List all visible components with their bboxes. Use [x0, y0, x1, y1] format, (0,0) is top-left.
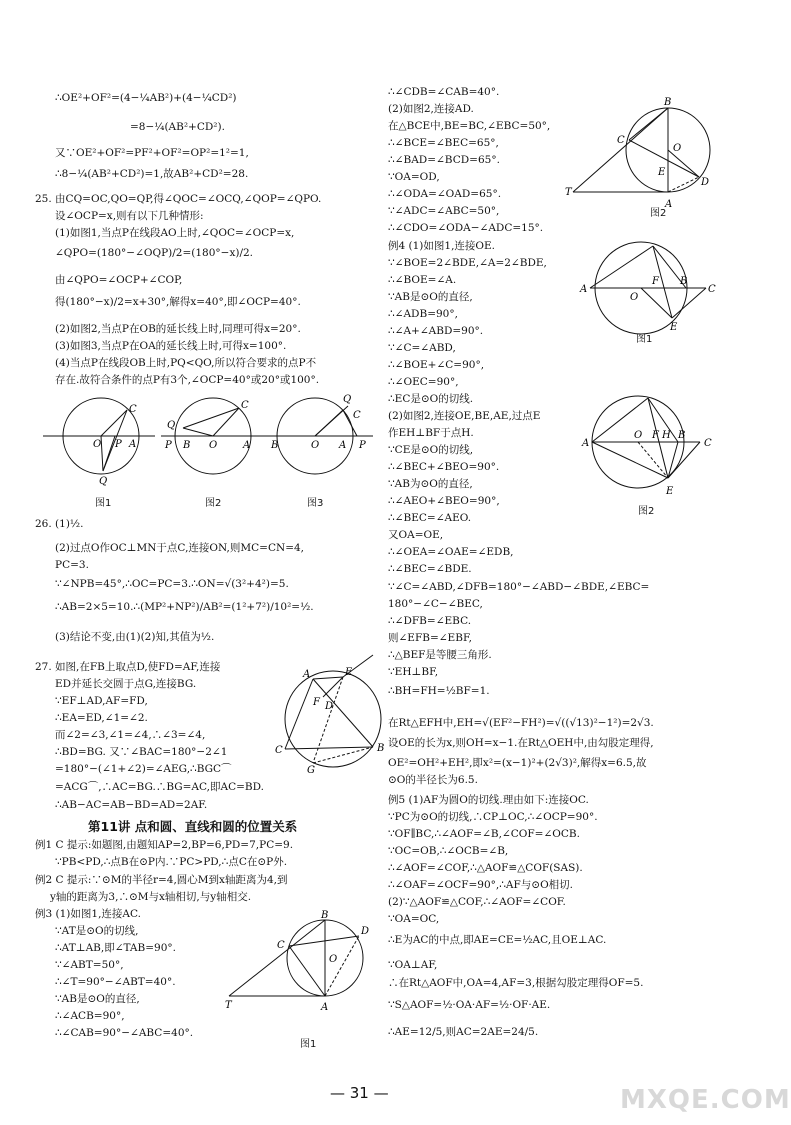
figure-ex3-1: [225, 910, 410, 1030]
svg-text:A: A: [243, 440, 251, 451]
text-line: ∵AB是⊙O的直径,: [388, 291, 473, 303]
svg-text:A: A: [582, 438, 590, 449]
text-line: ∴E为AC的中点,即AE=CE=½AC,且OE⊥AC.: [388, 934, 607, 946]
text-line: ∵∠ADC=∠ABC=50°,: [388, 205, 500, 217]
text-line: 例4 (1)如图1,连接OE.: [388, 240, 496, 252]
svg-text:B: B: [678, 430, 686, 441]
text-line: ∵EF⊥AD,AF=FD,: [55, 695, 148, 707]
svg-text:C: C: [277, 940, 285, 951]
svg-text:O: O: [673, 143, 682, 154]
figure-caption: 图2: [205, 498, 222, 509]
text-line: ∴∠ACB=90°,: [55, 1010, 125, 1022]
text-line: 例5 (1)AF为圆O的切线.理由如下:连接OC.: [388, 794, 589, 806]
svg-text:P: P: [359, 440, 366, 451]
watermark: MXQE.COM: [620, 1085, 791, 1115]
text-line: 180°−∠C−∠BEC,: [388, 598, 483, 610]
svg-text:A: A: [129, 439, 137, 450]
svg-text:A: A: [339, 440, 347, 451]
text-line: ∵OA=OC,: [388, 913, 440, 925]
text-line: ∵AB是⊙O的直径,: [55, 993, 140, 1005]
text-line: 又∵OE²+OF²=PF²+OF²=OP²=1²=1,: [55, 147, 249, 159]
text-line: ∴AT⊥AB,即∠TAB=90°.: [55, 942, 176, 954]
figure-27: [273, 655, 393, 775]
svg-text:C: C: [353, 410, 361, 421]
text-line: =8−¼(AB²+CD²).: [130, 121, 225, 133]
text-line: 设∠OCP=x,则有以下几种情形:: [55, 210, 204, 222]
text-line: ∵OA=OD,: [388, 171, 440, 183]
figure-caption: 图1: [300, 1039, 317, 1050]
text-line: (3)结论不变,由(1)(2)知,其值为½.: [55, 631, 215, 643]
text-line: 25. 由CQ=OC,QO=QP,得∠QOC=∠OCQ,∠QOP=∠QPO.: [35, 193, 322, 205]
text-line: 设OE的长为x,则OH=x−1.在Rt△OEH中,由勾股定理得,: [388, 737, 654, 749]
figure-25: [43, 392, 373, 504]
svg-text:Q: Q: [167, 420, 176, 431]
svg-text:H: H: [662, 430, 671, 441]
text-line: ∵EH⊥BF,: [388, 666, 439, 678]
figure-caption: 图1: [95, 498, 112, 509]
svg-text:O: O: [93, 439, 102, 450]
text-line: 在△BCE中,BE=BC,∠EBC=50°,: [388, 120, 551, 132]
svg-text:C: C: [617, 135, 625, 146]
text-line: ∴∠ODA=∠OAD=65°.: [388, 188, 502, 200]
text-line: ∴AB−AC=AB−BD=AD=2AF.: [55, 799, 208, 811]
svg-text:A: A: [665, 199, 673, 210]
text-line: ∵∠ABT=50°,: [55, 959, 124, 971]
text-line: ∴在Rt△AOF中,OA=4,AF=3,根据勾股定理得OF=5.: [388, 977, 644, 989]
figure-caption: 图3: [307, 498, 324, 509]
svg-text:D: D: [361, 926, 370, 937]
text-line: ∴∠CAB=90°−∠ABC=40°.: [55, 1027, 194, 1039]
text-line: ∵OC=OB,∴∠OCB=∠B,: [388, 845, 509, 857]
text-line: 得(180°−x)/2=x+30°,解得x=40°,即∠OCP=40°.: [55, 296, 301, 308]
page-number: — 31 —: [330, 1084, 389, 1102]
text-line: ∴BD=BG. 又∵∠BAC=180°−2∠1: [55, 746, 228, 758]
text-line: ∴AE=12/5,则AC=2AE=24/5.: [388, 1026, 539, 1038]
svg-text:O: O: [630, 292, 639, 303]
svg-text:D: D: [701, 177, 710, 188]
text-line: 例1 C 提示:如题图,由题知AP=2,BP=6,PD=7,PC=9.: [35, 839, 294, 851]
text-line: 在Rt△EFH中,EH=√(EF²−FH²)=√((√13)²−1²)=2√3.: [388, 717, 654, 729]
text-line: ∵AB为⊙O的直径,: [388, 478, 473, 490]
svg-text:B: B: [377, 743, 385, 754]
text-line: ∵∠BOE=2∠BDE,∠A=2∠BDE,: [388, 257, 547, 269]
text-line: (1)如图1,当点P在线段AO上时,∠QOC=∠OCP=x,: [55, 227, 295, 239]
text-line: ∴EA=ED,∠1=∠2.: [55, 712, 148, 724]
text-line: ∵S△AOF=½·OA·AF=½·OF·AE.: [388, 999, 551, 1011]
svg-text:C: C: [275, 745, 283, 756]
svg-text:C: C: [129, 404, 137, 415]
svg-text:T: T: [565, 187, 572, 198]
text-line: ∴EC是⊙O的切线.: [388, 393, 474, 405]
text-line: ∵OF∥BC,∴∠AOF=∠B,∠COF=∠OCB.: [388, 828, 580, 840]
text-line: 存在.故符合条件的点P有3个,∠OCP=40°或20°或100°.: [55, 374, 320, 386]
text-line: ∴∠BEC=∠AEO.: [388, 512, 472, 524]
text-line: =180°−(∠1+∠2)=∠AEG,∴BGC⌒: [55, 763, 232, 775]
text-line: ⊙O的半径长为6.5.: [388, 774, 478, 786]
svg-text:E: E: [345, 667, 353, 678]
text-line: ∴∠BOE+∠C=90°,: [388, 359, 485, 371]
svg-text:F: F: [652, 276, 659, 287]
svg-text:B: B: [680, 276, 688, 287]
text-line: (2)∵△AOF≌△COF,∴∠AOF=∠COF.: [388, 896, 566, 908]
text-line: ∴8−¼(AB²+CD²)=1,故AB²+CD²=28.: [55, 168, 249, 180]
text-line: ∵PC为⊙O的切线,∴CP⊥OC,∴∠OCP=90°.: [388, 811, 598, 823]
text-line: ∴∠BAD=∠BCD=65°.: [388, 154, 500, 166]
svg-text:B: B: [321, 910, 329, 921]
text-line: ∴∠OEC=90°,: [388, 376, 459, 388]
text-line: ∴∠OAF=∠OCF=90°,∴AF与⊙O相切.: [388, 879, 574, 891]
text-line: ∴AB=2×5=10.∴(MP²+NP²)/AB²=(1²+7²)/10²=½.: [55, 601, 314, 613]
text-line: ∴∠BEC+∠BEO=90°.: [388, 461, 500, 473]
svg-text:Q: Q: [99, 476, 108, 487]
text-line: ∴∠AOF=∠COF,∴△AOF≌△COF(SAS).: [388, 862, 583, 874]
text-line: 而∠2=∠3,∠1=∠4,∴∠3=∠4,: [55, 729, 206, 741]
text-line: 则∠EFB=∠EBF,: [388, 632, 472, 644]
text-line: 26. (1)½.: [35, 518, 84, 530]
text-line: ED并延长交圆于点G,连接BG.: [55, 678, 197, 690]
svg-text:D: D: [325, 701, 334, 712]
text-line: ∴∠BOE=∠A.: [388, 274, 457, 286]
text-line: ∴∠CDB=∠CAB=40°.: [388, 86, 500, 98]
svg-text:A: A: [580, 284, 588, 295]
svg-text:E: E: [670, 322, 678, 333]
text-line: ∵OA⊥AF,: [388, 959, 438, 971]
figure-caption: 图1: [636, 334, 653, 345]
text-line: =ACG⌒,∴AC=BG.∴BG=AC,即AC=BD.: [55, 781, 265, 793]
svg-text:O: O: [329, 954, 338, 965]
text-line: ∴∠T=90°−∠ABT=40°.: [55, 976, 176, 988]
text-line: OE²=OH²+EH²,即x²=(x−1)²+(2√3)²,解得x=6.5,故: [388, 757, 647, 769]
text-line: ∵CE是⊙O的切线,: [388, 444, 474, 456]
svg-text:F: F: [313, 697, 320, 708]
text-line: ∴△BEF是等腰三角形.: [388, 649, 492, 661]
svg-text:P: P: [115, 439, 122, 450]
text-line: ∴OE²+OF²=(4−¼AB²)+(4−¼CD²): [55, 92, 237, 104]
svg-text:O: O: [311, 440, 320, 451]
svg-text:C: C: [241, 400, 249, 411]
text-line: ∵∠C=∠ABD,∠DFB=180°−∠ABD−∠BDE,∠EBC=: [388, 581, 650, 593]
svg-text:B: B: [183, 440, 191, 451]
text-line: y轴的距离为3,∴⊙M与x轴相切,与y轴相交.: [50, 891, 252, 903]
svg-text:O: O: [634, 430, 643, 441]
text-line: (4)当点P在线段OB上时,PQ<QO,所以符合要求的点P不: [55, 357, 317, 369]
text-line: ∴BH=FH=½BF=1.: [388, 685, 490, 697]
svg-text:A: A: [303, 669, 311, 680]
svg-text:B: B: [271, 440, 279, 451]
text-line: 又OA=OE,: [388, 529, 444, 541]
text-line: ∴∠AEO+∠BEO=90°,: [388, 495, 500, 507]
text-line: (3)如图3,当点P在OA的延长线上时,可得x=100°.: [55, 340, 287, 352]
text-line: ∵PB<PD,∴点B在⊙P内.∵PC>PD,∴点C在⊙P外.: [55, 856, 288, 868]
svg-text:E: E: [658, 167, 666, 178]
text-line: ∴∠OEA=∠OAE=∠EDB,: [388, 546, 514, 558]
text-line: ∵∠NPB=45°,∴OC=PC=3.∴ON=√(3²+4²)=5.: [55, 578, 289, 590]
svg-text:T: T: [225, 1000, 232, 1011]
text-line: ∠QPO=(180°−∠OQP)/2=(180°−x)/2.: [55, 247, 254, 259]
section-title: 第11讲 点和圆、直线和圆的位置关系: [88, 819, 298, 834]
figure-ex4-1: [580, 262, 726, 342]
figure-ex4-2: [582, 412, 728, 502]
text-line: 作EH⊥BF于点H.: [388, 427, 474, 439]
text-line: ∴∠BEC=∠BDE.: [388, 563, 472, 575]
text-line: ∵∠C=∠ABD,: [388, 342, 456, 354]
text-line: (2)如图2,连接AD.: [388, 103, 474, 115]
text-line: PC=3.: [55, 559, 89, 571]
text-line: ∴∠ADB=90°,: [388, 308, 458, 320]
text-line: 例2 C 提示:∵⊙M的半径r=4,圆心M到x轴距离为4,到: [35, 874, 288, 886]
svg-text:Q: Q: [343, 394, 352, 405]
text-line: ∵AT是⊙O的切线,: [55, 925, 139, 937]
svg-text:B: B: [664, 97, 672, 108]
svg-text:C: C: [708, 284, 716, 295]
text-line: 例3 (1)如图1,连接AC.: [35, 908, 141, 920]
text-line: (2)如图2,连接OE,BE,AE,过点E: [388, 410, 541, 422]
text-line: ∴∠BCE=∠BEC=65°,: [388, 137, 499, 149]
text-line: ∴∠DFB=∠EBC.: [388, 615, 472, 627]
svg-text:C: C: [704, 438, 712, 449]
text-line: (2)过点O作OC⊥MN于点C,连接ON,则MC=CN=4,: [55, 542, 305, 554]
figure-caption: 图2: [638, 506, 655, 517]
text-line: 27. 如图,在FB上取点D,使FD=AF,连接: [35, 661, 221, 673]
svg-text:O: O: [209, 440, 218, 451]
figure-caption: 图2: [650, 208, 667, 219]
svg-text:A: A: [321, 1002, 329, 1013]
text-line: (2)如图2,当点P在OB的延长线上时,同理可得x=20°.: [55, 323, 301, 335]
svg-text:P: P: [165, 440, 172, 451]
svg-text:F: F: [652, 430, 659, 441]
figure-ex3-2: [563, 95, 723, 215]
svg-text:E: E: [666, 486, 674, 497]
text-line: ∴∠A+∠ABD=90°.: [388, 325, 484, 337]
text-line: ∴∠CDO=∠ODA−∠ADC=15°.: [388, 222, 544, 234]
svg-text:G: G: [307, 765, 315, 776]
text-line: 由∠QPO=∠OCP+∠COP,: [55, 274, 183, 286]
